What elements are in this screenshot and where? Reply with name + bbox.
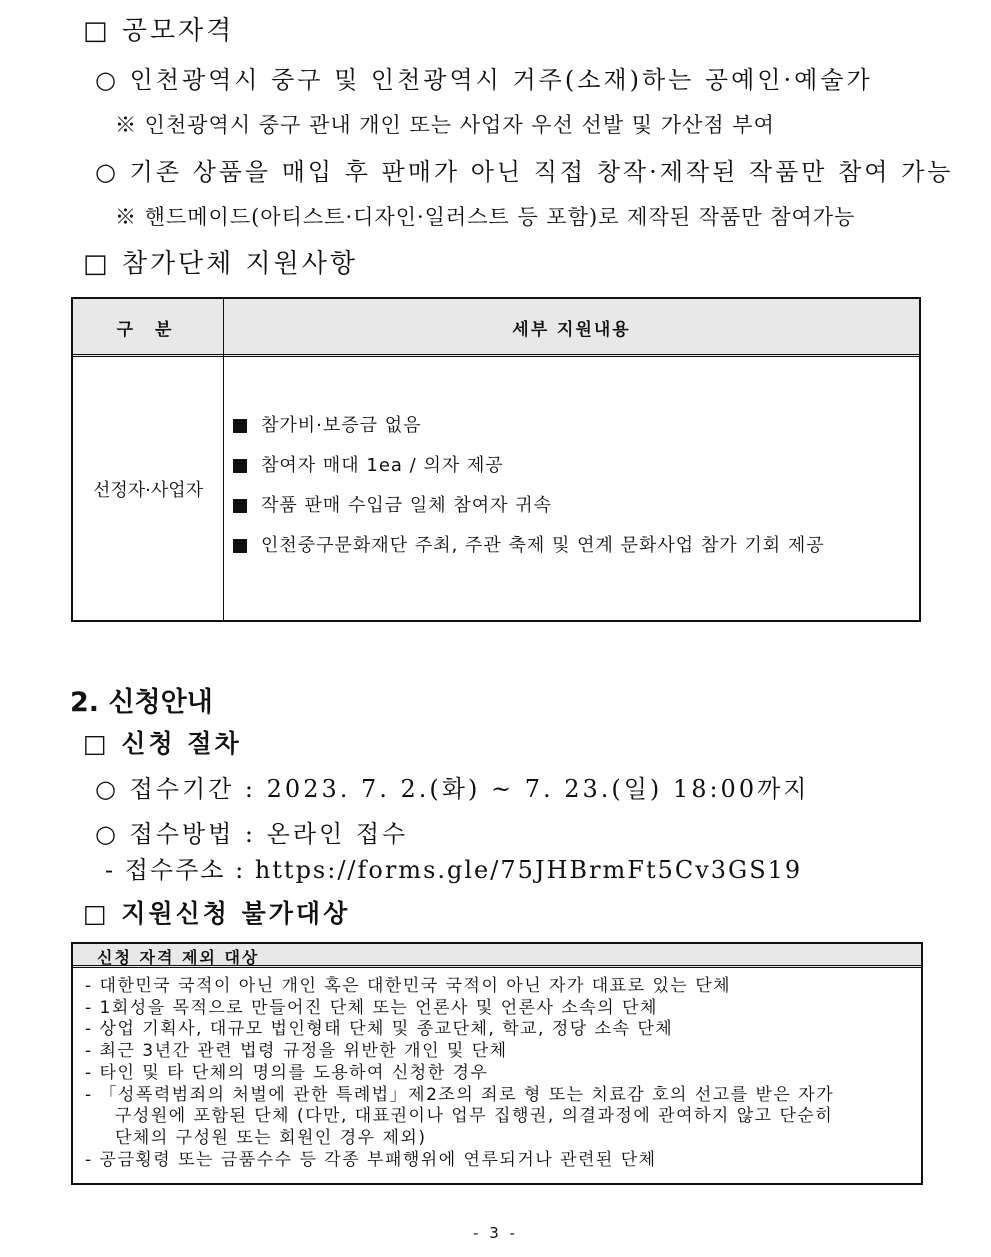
eligibility-note-priority: ※ 인천광역시 중구 관내 개인 또는 사업자 우선 선발 및 가산점 부여 (115, 113, 775, 137)
application-address: - 접수주소 : https://forms.gle/75JHBrmFt5Cv3GS19 (105, 856, 803, 884)
square-bullet-icon (233, 499, 247, 513)
ineligible-item-continuation: 단체의 구성원 또는 회원인 경우 제외) (115, 1127, 427, 1148)
support-item-text: 작품 판매 수입금 일체 참여자 귀속 (261, 495, 553, 516)
procedure-heading: □ 신청 절차 (83, 729, 242, 758)
support-item-text: 인천중구문화재단 주최, 주관 축제 및 연계 문화사업 참가 기회 제공 (261, 535, 825, 556)
eligibility-item-residence: ○ 인천광역시 중구 및 인천광역시 거주(소재)하는 공예인·예술가 (95, 66, 873, 94)
eligibility-item-original-works: ○ 기존 상품을 매입 후 판매가 아닌 직접 창작·제작된 작품만 참여 가능 (95, 158, 954, 186)
section-title-application: 2. 신청안내 (70, 687, 213, 718)
application-period: ○ 접수기간 : 2023. 7. 2.(화) ~ 7. 23.(일) 18:00까지 (95, 775, 810, 803)
support-item (233, 454, 825, 494)
application-method: ○ 접수방법 : 온라인 접수 (95, 820, 409, 848)
support-item-text: 참여자 매대 1ea / 의자 제공 (261, 455, 504, 476)
ineligible-table-header (73, 944, 921, 968)
ineligible-heading: □ 지원신청 불가대상 (83, 899, 351, 928)
square-bullet-icon (233, 459, 247, 473)
ineligible-item: - 상업 기획사, 대규모 법인형태 단체 및 종교단체, 학교, 정당 소속 단체 (85, 1019, 674, 1040)
ineligible-item: - 「성폭력범죄의 처벌에 관한 특례법」제2조의 죄로 형 또는 치료감 호의 선고를 받은 자가 (85, 1084, 835, 1105)
ineligible-table-title: 신청 자격 제외 대상 (97, 948, 260, 967)
ineligible-item: - 공금횡령 또는 금품수수 등 각종 부패행위에 연루되거나 관련된 단체 (85, 1149, 657, 1170)
support-item (233, 414, 825, 454)
eligibility-heading: □ 공모자격 (83, 16, 235, 46)
ineligible-table (71, 942, 923, 1185)
ineligible-item: - 대한민국 국적이 아닌 개인 혹은 대한민국 국적이 아닌 자가 대표로 있는 단체 (85, 976, 732, 996)
square-bullet-icon (233, 539, 247, 553)
ineligible-item: - 1회성을 목적으로 만들어진 단체 또는 언론사 및 언론사 소속의 단체 (85, 997, 658, 1018)
support-table-category-cell: 선정자·사업자 (92, 479, 204, 501)
support-table-col-category: 구 분 (116, 319, 180, 340)
ineligible-item: - 타인 및 타 단체의 명의를 도용하여 신청한 경우 (85, 1062, 489, 1083)
eligibility-note-handmade: ※ 핸드메이드(아티스트·디자인·일러스트 등 포함)로 제작된 작품만 참여가능 (115, 205, 856, 229)
support-item (233, 534, 825, 574)
ineligible-item-continuation: 구성원에 포함된 단체 (다만, 대표권이나 업무 집행권, 의결과정에 관여하지 않고 단순히 (115, 1106, 834, 1127)
ineligible-list (85, 976, 834, 1171)
support-table-details-list (233, 414, 825, 574)
page-number: - 3 - (473, 1224, 518, 1242)
support-item (233, 494, 825, 534)
ineligible-item: - 최근 3년간 관련 법령 규정을 위반한 개인 및 단체 (85, 1041, 508, 1062)
support-heading: □ 참가단체 지원사항 (83, 249, 359, 279)
support-table (71, 297, 921, 622)
support-table-col-details: 세부 지원내용 (512, 319, 631, 340)
square-bullet-icon (233, 419, 247, 433)
support-item-text: 참가비·보증금 없음 (261, 415, 422, 436)
